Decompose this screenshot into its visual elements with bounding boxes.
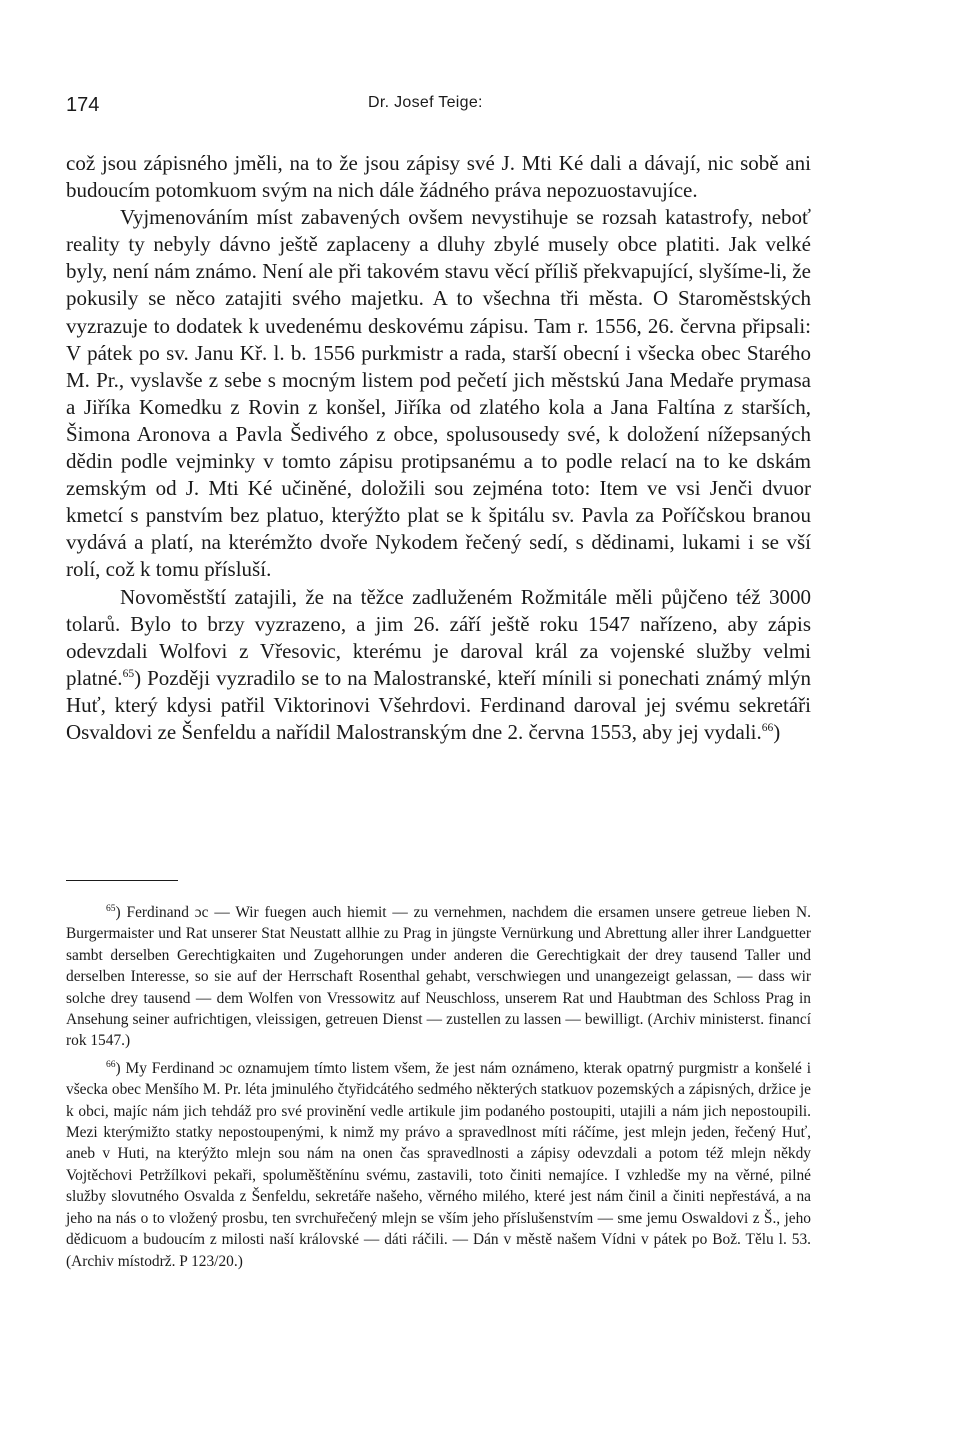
footnote-number: 66 bbox=[106, 1058, 116, 1070]
footnote-reference-66: 66 bbox=[761, 721, 774, 734]
page-header bbox=[66, 94, 896, 126]
footnote-text: ) Ferdinand ɔc — Wir fuegen auch hiemit — zu vernehmen, nachdem die ersamen unsere getreue lieben N. Burgermaister und Rat unserer Stat Neustatt allhie zu Prag in jüngste Vernürkung und Abrettung aller ihrer Landguetter sambt derselben Gerechtigkaiten und Zugehorungen under anderen die Gerechtigkait der drey tausend Taller und derselben Interesse, so sie auf der Herrschaft Rosenthal gehabt, verschwiegen und unangezeigt gelassan, — dass wir solche drey tausend — dem Wolfen von Vressowitz auf Neuschloss, unserem Rat und Haubtman des Schloss Prag in Ansehung seiner aufrichtigen, vleissigen, getreuen Dienst — zustellen zu lassen — bewilligt. (Archiv ministerst. financí rok 1547.) bbox=[66, 904, 811, 1050]
footnote-65 bbox=[66, 902, 811, 1052]
paragraph-3-text-b: ) Později vyzradilo se to na Malostranské, kteří mínili si ponechati známý mlýn Huť, který kdysi patřil Viktorinovi Všehrdovi. Ferdinand daroval jej svému sekretáři Osvaldovi ze Šenfeldu a nařídil Malostranským dne 2. června 1553, aby jej vydali. bbox=[66, 665, 811, 744]
paragraph-1: což jsou zápisného jměli, na to že jsou zápisy své J. Mti Ké dali a dávají, nic sobě ani budoucím potomkuom svým na nich dále žádného práva nepozuostavujíce. bbox=[66, 151, 811, 203]
paragraph-3 bbox=[66, 584, 811, 747]
footnote-reference-65: 65 bbox=[122, 667, 135, 680]
paragraph-2: Vyjmenováním míst zabavených ovšem nevystihuje se rozsah katastrofy, neboť reality ty nebyly dávno ještě zaplaceny a dluhy zbylé musely obce platiti. Jak velké byly, není nám známo. Není ale při takovém stavu věcí příliš překvapující, slyšíme-li, že pokusily se něco zatajiti svého majetku. A to všechna tři města. O Staroměstských vyzrazuje to dodatek k uvedenému deskovému zápisu. Tam r. 1556, 26. června připsali: V pátek po sv. Janu Kř. l. b. 1556 purkmistr a rada, starší obecní i všecka obec Starého M. Pr., vyslavše z sebe s mocným listem pod pečetí jich městskú Jana Medaře prymasa a Jiříka Komedku z Rovin z konšel, Jiříka od zlatého kola a Jana Faltína z starších, Šimona Aronova a Pavla Šedivého z obce, spolusousedy své, k doložení nížepsaných dědin podle vejminky v tomto zápisu protipsanému a to podle relací na to ke dskám zemským od J. Mti Ké učiněné, doložili sou zejména toto: Item ve vsi Jenči dvuor kmetcí s panstvím bez platuo, kterýžto plat se k špitálu sv. Pavla za Poříčskou branou vydává a platí, na kterémžto dvoře Nykodem řečený sedí, s dědinami, lukami i se vší rolí, což k tomu přísluší. bbox=[66, 205, 811, 582]
page-number: 174 bbox=[66, 94, 100, 116]
footnotes bbox=[66, 902, 811, 1272]
footnote-text: ) My Ferdinand ɔc oznamujem tímto listem všem, že jest nám oznámeno, kterak opatrný purgmistr a konšelé i všecka obec Menšího M. Pr. léta jminulého čtyřidcátého sedmého některých statkuov pozemských a zápisných, držice je k obci, majíc nám jich tehdáž pro své provinění vedle artikule jim podaného postoupiti, utajili a nám jich nepostoupili. Mezi kterýmižto statky nepostoupenými, k nimž my právo a spravedlnost míti ráčíme, jest mlejn jeden, řečený Huť, aneb v Huti, na kterýžto mlejn sou nám na onen čas spravedlnosti a zápisy odevzdali a potom též mlejn někdy Vojtěchovi Petržílkovi pekaři, spoluměštěnínu svému, zastavili, toto činiti nemajíce. I vzhledše my na věrné, pilné služby slovutného Osvalda z Šenfeldu, sekretáře našeho, věrného milého, které jest nám činil a činiti nepřestává, a na jeho na nás o to vložený prosbu, ten svrchuřečený mlejn se vším jeho příslušenstvím — sme jemu Oswaldovi z Š., jeho dědicuom a budoucím z milosti naší královské — dáti ráčili. — Dán v městě našem Vídni v pátek po Bož. Tělu l. 53. (Archiv místodrž. P 123/20.) bbox=[66, 1059, 811, 1270]
footnote-66 bbox=[66, 1058, 811, 1272]
footnote-number: 65 bbox=[106, 902, 116, 914]
running-head: Dr. Josef Teige: bbox=[368, 94, 483, 111]
main-text bbox=[66, 150, 811, 746]
paragraph-3-text-c: ) bbox=[773, 719, 781, 744]
paragraph-3-text-a: Novoměstští zatajili, že na těžce zadluženém Rožmitále měli půjčeno též 3000 tolarů. Bylo to brzy vyzrazeno, a jim 26. září ještě roku 1547 nařízeno, aby zápis odevzdali Wolfovi z Vřesovic, kterému je daroval král za vojenské služby velmi platné. bbox=[66, 584, 811, 690]
footnote-divider bbox=[66, 880, 178, 881]
